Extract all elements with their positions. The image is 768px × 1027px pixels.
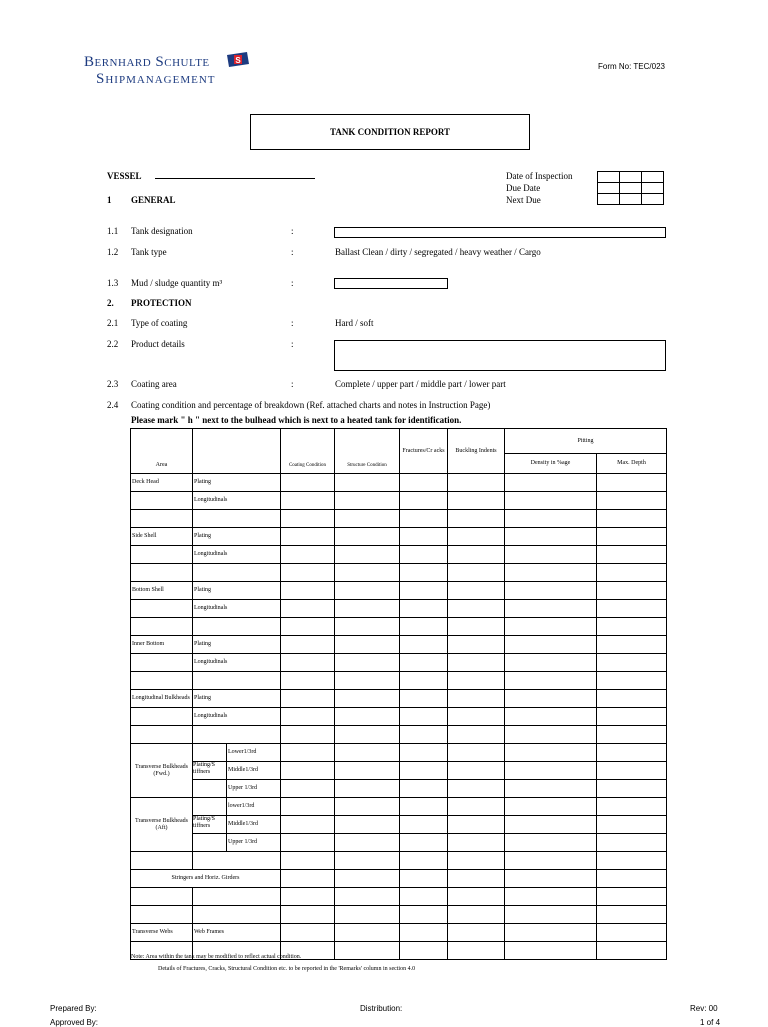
row-sub-label: Plating bbox=[193, 636, 281, 654]
table-row bbox=[131, 870, 667, 888]
row-sub-label: Upper 1/3rd bbox=[228, 839, 258, 845]
row-label: Inner Bottom bbox=[131, 636, 193, 654]
distribution-label: Distribution: bbox=[360, 1004, 403, 1013]
flag-letter: S bbox=[235, 56, 241, 65]
row-label: Side Shell bbox=[131, 528, 193, 546]
table-row bbox=[131, 546, 667, 564]
sludge-quantity-field[interactable] bbox=[334, 278, 448, 289]
form-number: Form No: TEC/023 bbox=[598, 62, 665, 71]
table-row bbox=[131, 564, 667, 582]
row-label: Transverse Bulkheads (Aft) bbox=[131, 798, 193, 852]
col-header-area: Area bbox=[131, 429, 193, 474]
table-row bbox=[131, 636, 667, 654]
table-row bbox=[131, 690, 667, 708]
table-row bbox=[131, 528, 667, 546]
row-sub-label: Web Frames bbox=[193, 924, 281, 942]
table-row bbox=[131, 708, 667, 726]
item-number: 2.4 bbox=[107, 400, 119, 410]
row-sub-label: Upper 1/3rd bbox=[228, 785, 258, 791]
col-header-density: Density in %age bbox=[505, 454, 597, 474]
col-header-coating: Coating Condition bbox=[281, 429, 335, 474]
item-label: Product details bbox=[131, 339, 185, 349]
note-line-2: Details of Fractures, Cracks, Structural Condition etc. to be reported in the 'Remarks' column in section 4.0 bbox=[158, 966, 416, 972]
section-1-title: GENERAL bbox=[131, 195, 176, 205]
item-label: Coating condition and percentage of breakdown (Ref. attached charts and notes in Instruction Page) bbox=[131, 400, 491, 410]
item-colon: : bbox=[291, 247, 294, 257]
logo-line-1: Bernhard Schulte bbox=[84, 54, 210, 70]
row-sub-label: Longitudinals bbox=[193, 492, 281, 510]
coating-type-options: Hard / soft bbox=[335, 318, 374, 328]
coating-area-options: Complete / upper part / middle part / lower part bbox=[335, 379, 506, 389]
table-row bbox=[131, 672, 667, 690]
note-line-1: Note: Area within the tank may be modified to reflect actual condition. bbox=[131, 954, 302, 960]
item-label: Tank designation bbox=[131, 226, 193, 236]
col-header-pitting: Pitting bbox=[505, 429, 667, 454]
item-number: 2.2 bbox=[107, 339, 119, 349]
item-number: 2.3 bbox=[107, 379, 119, 389]
prepared-by-label: Prepared By: bbox=[50, 1004, 97, 1013]
table-row bbox=[131, 600, 667, 618]
item-label: Coating area bbox=[131, 379, 177, 389]
tank-designation-field[interactable] bbox=[334, 227, 666, 238]
date-inspection-label: Date of Inspection bbox=[506, 171, 573, 181]
logo-line-2: Shipmanagement bbox=[96, 71, 216, 87]
table-row bbox=[131, 780, 667, 798]
flag-icon bbox=[227, 52, 249, 67]
row-sub-label: Plating/S tiffners bbox=[193, 816, 227, 833]
please-mark-note: Please mark " h " next to the bulhead which is next to a heated tank for identification. bbox=[131, 415, 462, 425]
col-header-blank bbox=[193, 429, 281, 474]
row-sub-label: Middle1/3rd bbox=[228, 767, 258, 773]
item-number: 2.1 bbox=[107, 318, 119, 328]
vessel-label: VESSEL bbox=[107, 171, 142, 181]
approved-by-label: Approved By: bbox=[50, 1018, 99, 1027]
row-sub-label: Longitudinals bbox=[193, 600, 281, 618]
condition-table bbox=[130, 428, 667, 960]
product-details-field[interactable] bbox=[334, 340, 666, 371]
row-label: Bottom Shell bbox=[131, 582, 193, 600]
table-row bbox=[131, 834, 667, 852]
table-row bbox=[131, 474, 667, 492]
page-number: 1 of 4 bbox=[700, 1018, 721, 1027]
table-row bbox=[131, 852, 667, 870]
row-sub-label: Plating bbox=[193, 582, 281, 600]
row-label: Transverse Webs bbox=[131, 924, 193, 942]
row-sub-label: Lower1/3rd bbox=[228, 749, 257, 755]
item-colon: : bbox=[291, 278, 294, 288]
tank-type-options: Ballast Clean / dirty / segregated / heavy weather / Cargo bbox=[335, 247, 541, 257]
dates-grid[interactable] bbox=[597, 171, 664, 205]
row-sub-label: Plating bbox=[193, 690, 281, 708]
table-row bbox=[131, 798, 667, 816]
row-label: Deck Head bbox=[131, 474, 193, 492]
row-label: Longitudinal Bulkheads bbox=[131, 690, 193, 708]
table-row bbox=[131, 582, 667, 600]
due-date-label: Due Date bbox=[506, 183, 541, 193]
table-row bbox=[131, 726, 667, 744]
item-colon: : bbox=[291, 339, 294, 349]
col-header-structure: Structure Condition bbox=[335, 429, 400, 474]
item-colon: : bbox=[291, 226, 294, 236]
row-label: Stringers and Horiz. Girders bbox=[131, 870, 281, 888]
table-row bbox=[131, 762, 667, 780]
item-label: Tank type bbox=[131, 247, 167, 257]
row-sub-label: Longitudinals bbox=[193, 708, 281, 726]
table-row bbox=[131, 816, 667, 834]
row-sub-label: Longitudinals bbox=[193, 546, 281, 564]
item-label: Type of coating bbox=[131, 318, 188, 328]
company-logo bbox=[84, 54, 216, 88]
item-number: 1.2 bbox=[107, 247, 119, 257]
row-sub-label: Plating bbox=[193, 474, 281, 492]
vessel-field[interactable] bbox=[155, 178, 315, 179]
table-row bbox=[131, 744, 667, 762]
row-sub-label: Longitudinals bbox=[193, 654, 281, 672]
col-header-buckling: Buckling Indents bbox=[448, 429, 505, 474]
table-row bbox=[131, 654, 667, 672]
item-colon: : bbox=[291, 379, 294, 389]
table-row bbox=[131, 924, 667, 942]
revision-label: Rev: 00 bbox=[690, 1004, 718, 1013]
col-header-max-depth: Max. Depth bbox=[597, 454, 667, 474]
section-2-number: 2. bbox=[107, 298, 114, 308]
page-title: TANK CONDITION REPORT bbox=[250, 114, 530, 150]
table-row bbox=[131, 492, 667, 510]
row-sub-label: lower1/3rd bbox=[228, 803, 255, 809]
item-label: Mud / sludge quantity m³ bbox=[131, 278, 223, 288]
table-row bbox=[131, 510, 667, 528]
table-row bbox=[131, 906, 667, 924]
row-label: Transverse Bulkheads (Fwd.) bbox=[131, 744, 193, 798]
row-sub-label: Middle1/3rd bbox=[228, 821, 258, 827]
item-number: 1.3 bbox=[107, 278, 119, 288]
table-row bbox=[131, 888, 667, 906]
section-1-number: 1 bbox=[107, 195, 112, 205]
section-2-title: PROTECTION bbox=[131, 298, 192, 308]
item-colon: : bbox=[291, 318, 294, 328]
item-number: 1.1 bbox=[107, 226, 119, 236]
col-header-fractures: Fractures/Cr acks bbox=[400, 429, 448, 474]
row-sub-label: Plating bbox=[193, 528, 281, 546]
next-due-label: Next Due bbox=[506, 195, 541, 205]
table-row bbox=[131, 618, 667, 636]
row-sub-label: Plating/S tiffners bbox=[193, 762, 227, 779]
